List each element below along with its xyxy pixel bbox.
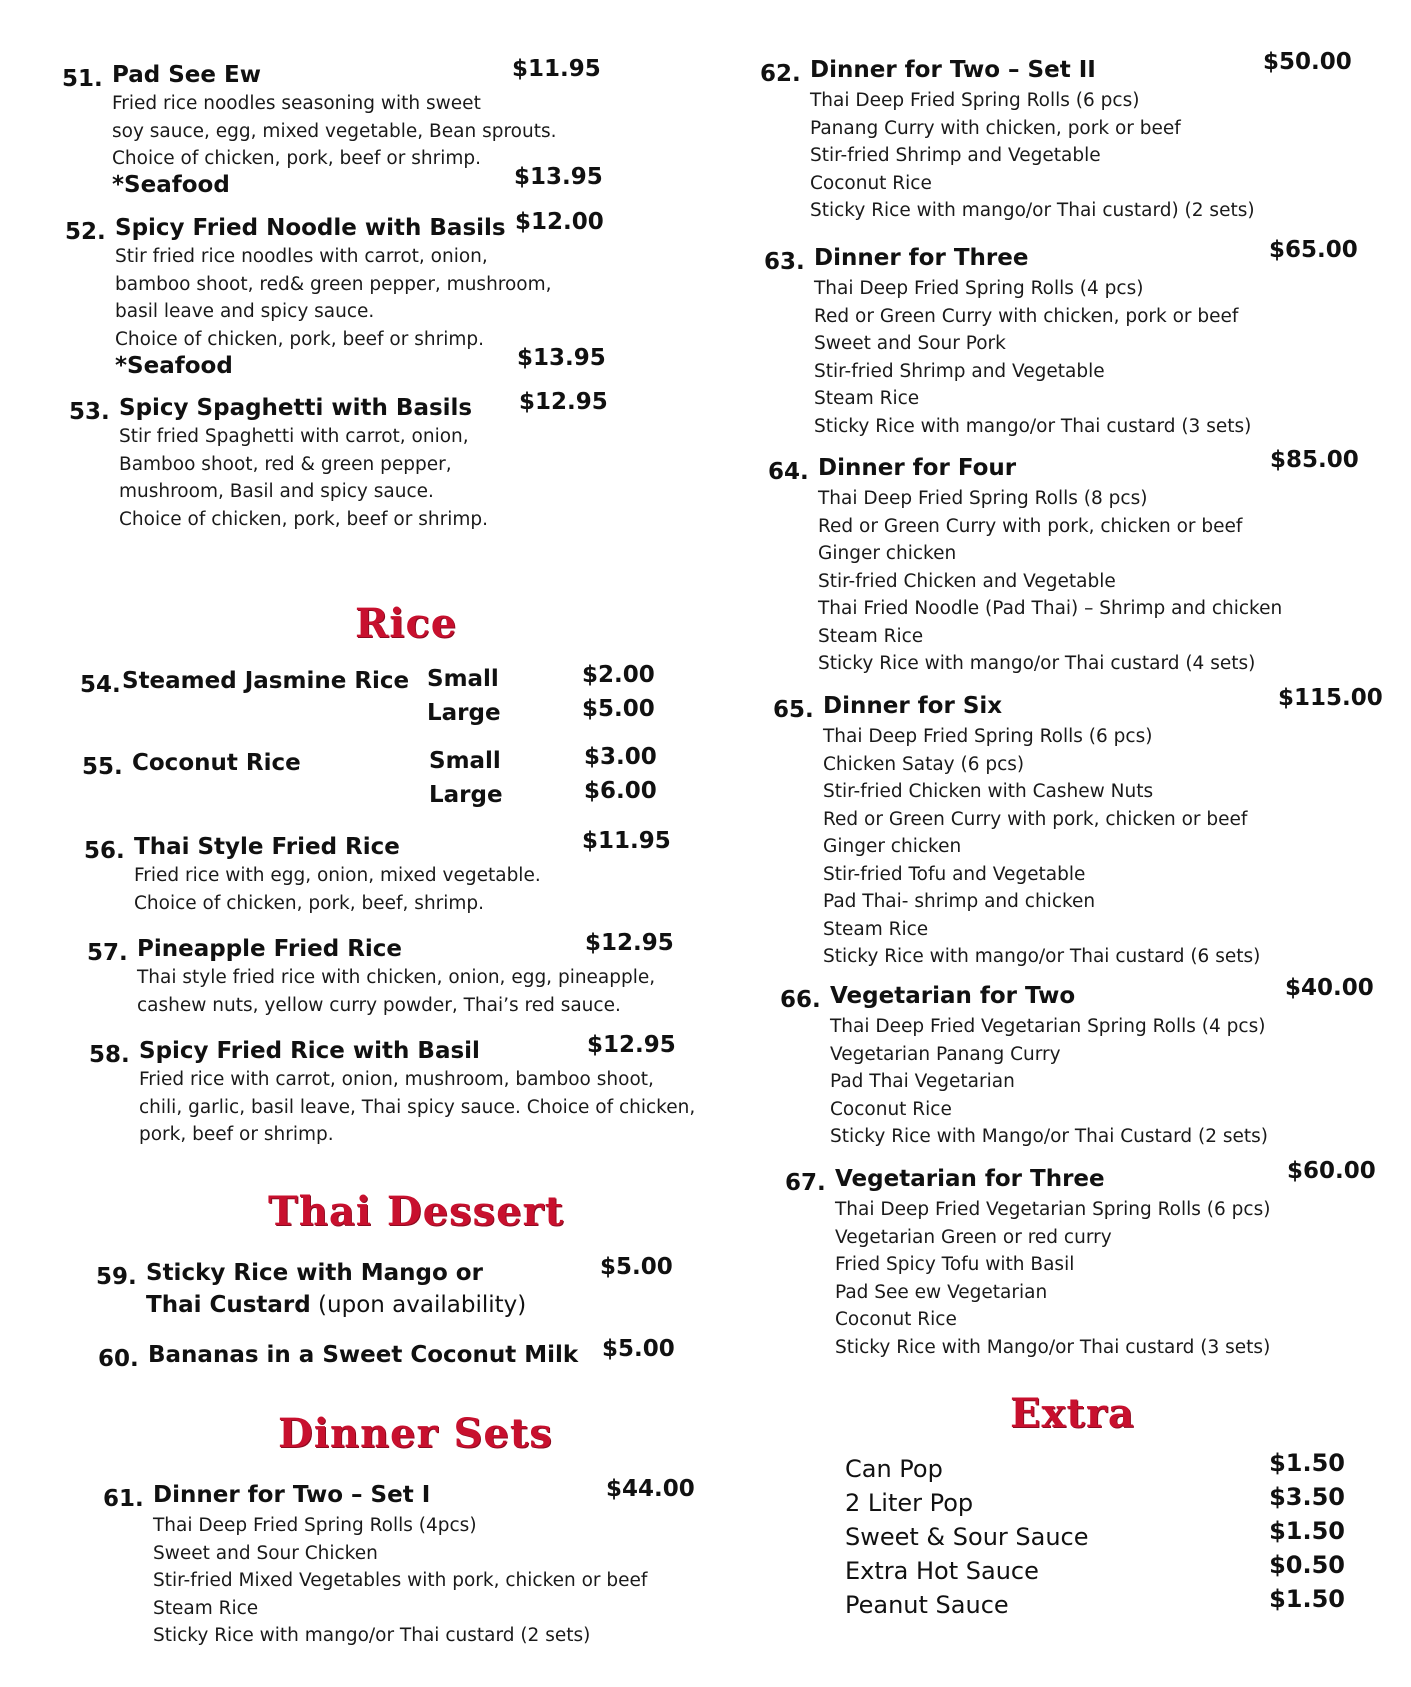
desc-line: Sweet and Sour Chicken — [153, 1542, 378, 1564]
item-price: $11.95 — [512, 56, 601, 82]
menu-item-63 — [764, 237, 1364, 445]
section-heading-rice: Rice — [355, 600, 458, 647]
seafood-option-label: *Seafood — [112, 172, 230, 198]
item-number: 63. — [764, 249, 805, 275]
price-small: $3.00 — [584, 744, 657, 770]
item-title: Pineapple Fried Rice — [137, 936, 403, 962]
desc-line: Chicken Satay (6 pcs) — [823, 753, 1025, 775]
desc-line: Sticky Rice with mango/or Thai custard (6 sets) — [823, 946, 1261, 967]
desc-line: Thai Deep Fried Spring Rolls (4 pcs) — [814, 278, 1144, 299]
item-description — [814, 275, 1251, 440]
item-description — [115, 243, 552, 353]
extra-name: Extra Hot Sauce — [845, 1557, 1039, 1585]
desc-line: Sticky Rice with mango/or Thai custard (4 sets) — [818, 653, 1256, 674]
item-description — [835, 1196, 1270, 1361]
desc-line: Pad Thai- shrimp and chicken — [823, 891, 1096, 912]
desc-line: Stir-fried Mixed Vegetables with pork, chicken or beef — [153, 1570, 648, 1591]
item-number: 65. — [773, 697, 814, 723]
desc-line: Fried rice with carrot, onion, mushroom, bamboo shoot, — [139, 1069, 654, 1090]
item-title: Bananas in a Sweet Coconut Milk — [148, 1342, 579, 1368]
desc-line: Sticky Rice with Mango/or Thai custard (3 sets) — [835, 1336, 1271, 1358]
item-price: $12.00 — [515, 209, 604, 235]
extra-price: $1.50 — [1269, 1449, 1345, 1477]
item-number: 58. — [89, 1042, 130, 1068]
item-title: Dinner for Two – Set I — [153, 1482, 431, 1508]
menu-item-54 — [80, 662, 660, 738]
desc-line: Sticky Rice with mango/or Thai custard) (2 sets) — [810, 200, 1255, 221]
item-price: $60.00 — [1287, 1158, 1376, 1184]
item-title: Thai Style Fried Rice — [134, 834, 400, 860]
desc-line: Fried rice with egg, onion, mixed vegetable. — [134, 865, 541, 886]
item-number: 53. — [69, 399, 110, 425]
item-number: 61. — [103, 1486, 144, 1512]
item-price: $40.00 — [1285, 975, 1374, 1001]
item-description — [119, 423, 488, 533]
item-description — [137, 964, 655, 1019]
item-price: $12.95 — [519, 389, 608, 415]
desc-line: Sticky Rice with mango/or Thai custard (3 sets) — [814, 415, 1252, 437]
menu-item-59 — [96, 1254, 676, 1330]
item-number: 55. — [82, 754, 123, 780]
item-title: Steamed Jasmine Rice — [122, 668, 410, 694]
desc-line: Thai Deep Fried Spring Rolls (6 pcs) — [823, 726, 1153, 747]
desc-line: Pad Thai Vegetarian — [830, 1071, 1015, 1092]
item-number: 64. — [768, 459, 809, 485]
desc-line: Vegetarian Green or red curry — [835, 1226, 1112, 1248]
desc-line: mushroom, Basil and spicy sauce. — [119, 481, 434, 502]
availability-note: (upon availability) — [310, 1292, 527, 1318]
desc-line: Red or Green Curry with pork, chicken or beef — [818, 515, 1243, 537]
extra-price: $3.50 — [1269, 1483, 1345, 1511]
item-number: 54. — [80, 672, 121, 698]
item-description — [818, 485, 1282, 678]
menu-item-64 — [768, 447, 1388, 685]
item-title: Dinner for Six — [823, 693, 1003, 719]
menu-item-62 — [760, 49, 1360, 227]
desc-line: Fried rice noodles seasoning with sweet — [112, 93, 481, 114]
item-title: Sticky Rice with Mango or — [146, 1260, 483, 1286]
item-title: Dinner for Two – Set II — [810, 57, 1096, 83]
price-large: $5.00 — [582, 696, 655, 722]
item-price: $11.95 — [582, 828, 671, 854]
item-description — [134, 862, 541, 917]
extra-name: 2 Liter Pop — [845, 1489, 974, 1517]
item-number: 66. — [780, 987, 821, 1013]
size-large: Large — [427, 700, 501, 726]
desc-line: soy sauce, egg, mixed vegetable, Bean sprouts. — [112, 120, 557, 142]
desc-line: Sticky Rice with Mango/or Thai Custard (2 sets) — [830, 1126, 1269, 1147]
desc-line: Thai Deep Fried Spring Rolls (8 pcs) — [818, 488, 1148, 509]
desc-line: bamboo shoot, red& green pepper, mushroom, — [115, 273, 552, 295]
menu-item-60 — [98, 1336, 678, 1382]
price-large: $6.00 — [584, 778, 657, 804]
desc-line: Steam Rice — [823, 918, 929, 940]
desc-line: Stir-fried Shrimp and Vegetable — [814, 360, 1105, 382]
desc-line: Panang Curry with chicken, pork or beef — [810, 117, 1181, 139]
item-title: Vegetarian for Two — [830, 983, 1076, 1009]
desc-line: Stir fried Spaghetti with carrot, onion, — [119, 426, 469, 447]
desc-line: Bamboo shoot, red & green pepper, — [119, 453, 452, 475]
desc-line: Choice of chicken, pork, beef or shrimp. — [115, 328, 484, 350]
item-price: $5.00 — [600, 1254, 673, 1280]
desc-line: Sticky Rice with mango/or Thai custard (2 sets) — [153, 1625, 591, 1646]
item-price: $44.00 — [606, 1476, 695, 1502]
item-number: 57. — [87, 940, 128, 966]
item-title: Spicy Spaghetti with Basils — [119, 395, 473, 421]
extra-name: Sweet & Sour Sauce — [845, 1523, 1089, 1551]
size-small: Small — [427, 666, 499, 692]
section-heading-dinner-sets: Dinner Sets — [278, 1410, 553, 1457]
desc-line: Coconut Rice — [835, 1309, 957, 1330]
desc-line: Fried Spicy Tofu with Basil — [835, 1254, 1075, 1275]
item-title-continued: Thai Custard — [146, 1292, 311, 1318]
item-description — [810, 87, 1255, 225]
item-description — [112, 90, 556, 173]
desc-line: Choice of chicken, pork, beef, shrimp. — [134, 892, 485, 914]
extra-price: $0.50 — [1269, 1551, 1345, 1579]
price-small: $2.00 — [582, 662, 655, 688]
desc-line: pork, beef or shrimp. — [139, 1124, 334, 1145]
extra-name: Peanut Sauce — [845, 1591, 1009, 1619]
item-number: 52. — [65, 219, 106, 245]
desc-line: Choice of chicken, pork, beef or shrimp. — [112, 148, 481, 169]
desc-line: Thai Deep Fried Vegetarian Spring Rolls (6 pcs) — [835, 1199, 1271, 1220]
desc-line: Steam Rice — [818, 625, 924, 647]
desc-line: Thai Deep Fried Vegetarian Spring Rolls (4 pcs) — [830, 1016, 1266, 1037]
item-description — [823, 723, 1260, 971]
desc-line: Stir-fried Shrimp and Vegetable — [810, 145, 1101, 166]
menu-item-55 — [82, 744, 662, 820]
menu-item-61 — [103, 1476, 703, 1662]
desc-line: chili, garlic, basil leave, Thai spicy sauce. Choice of chicken, — [139, 1096, 696, 1118]
item-price: $12.95 — [585, 930, 674, 956]
desc-line: Red or Green Curry with chicken, pork or beef — [814, 305, 1239, 327]
item-number: 51. — [62, 66, 103, 92]
section-heading-extra: Extra — [1010, 1390, 1135, 1437]
seafood-option-price: $13.95 — [517, 345, 606, 371]
item-title-line-2 — [146, 1292, 526, 1318]
item-title: Spicy Fried Rice with Basil — [139, 1038, 480, 1064]
desc-line: Stir-fried Chicken with Cashew Nuts — [823, 781, 1154, 802]
item-number: 59. — [96, 1264, 137, 1290]
seafood-option-price: $13.95 — [514, 164, 603, 190]
item-description — [139, 1066, 695, 1149]
item-price: $65.00 — [1269, 237, 1358, 263]
desc-line: Coconut Rice — [810, 172, 932, 194]
desc-line: Stir-fried Tofu and Vegetable — [823, 863, 1086, 885]
menu-item-65 — [773, 685, 1403, 973]
size-large: Large — [429, 782, 503, 808]
menu-item-56 — [84, 828, 671, 924]
section-heading-dessert: Thai Dessert — [268, 1188, 565, 1235]
item-number: 67. — [785, 1170, 826, 1196]
desc-line: Thai Deep Fried Spring Rolls (6 pcs) — [810, 90, 1140, 111]
desc-line: Stir fried rice noodles with carrot, onion, — [115, 246, 488, 267]
desc-line: Stir-fried Chicken and Vegetable — [818, 570, 1116, 592]
size-small: Small — [429, 748, 501, 774]
extra-price: $1.50 — [1269, 1585, 1345, 1613]
desc-line: Sweet and Sour Pork — [814, 333, 1006, 354]
menu-item-53 — [69, 389, 629, 535]
desc-line: Steam Rice — [153, 1597, 259, 1619]
desc-line: Red or Green Curry with pork, chicken or beef — [823, 808, 1248, 830]
desc-line: Thai Deep Fried Spring Rolls (4pcs) — [153, 1515, 477, 1536]
item-price: $5.00 — [602, 1336, 675, 1362]
desc-line: Ginger chicken — [823, 836, 962, 857]
menu-item-66 — [780, 975, 1400, 1153]
menu-item-52 — [65, 209, 625, 385]
item-title: Coconut Rice — [132, 750, 301, 776]
item-title: Dinner for Three — [814, 245, 1029, 271]
item-title: Dinner for Four — [818, 455, 1017, 481]
item-description — [830, 1013, 1268, 1151]
desc-line: Choice of chicken, pork, beef or shrimp. — [119, 508, 488, 530]
extra-price: $1.50 — [1269, 1517, 1345, 1545]
desc-line: Ginger chicken — [818, 543, 957, 564]
seafood-option-label: *Seafood — [115, 353, 233, 379]
item-title: Vegetarian for Three — [835, 1166, 1105, 1192]
extras-list — [845, 1449, 1345, 1635]
desc-line: Thai style fried rice with chicken, onion, egg, pineapple, — [137, 967, 656, 988]
menu-item-51 — [62, 56, 622, 202]
menu-item-58 — [89, 1032, 696, 1158]
item-price: $50.00 — [1263, 49, 1352, 75]
item-number: 56. — [84, 838, 125, 864]
item-number: 60. — [98, 1346, 139, 1372]
item-title: Pad See Ew — [112, 62, 261, 88]
desc-line: Coconut Rice — [830, 1098, 952, 1120]
menu-item-67 — [785, 1158, 1405, 1366]
item-description — [153, 1512, 647, 1650]
item-number: 62. — [760, 61, 801, 87]
item-price: $12.95 — [587, 1032, 676, 1058]
desc-line: Vegetarian Panang Curry — [830, 1043, 1061, 1065]
desc-line: Steam Rice — [814, 388, 920, 409]
item-title: Spicy Fried Noodle with Basils — [115, 215, 506, 241]
extra-name: Can Pop — [845, 1455, 943, 1483]
desc-line: Thai Fried Noodle (Pad Thai) – Shrimp and chicken — [818, 598, 1283, 619]
desc-line: Pad See ew Vegetarian — [835, 1281, 1048, 1303]
item-price: $85.00 — [1270, 447, 1359, 473]
menu-item-57 — [87, 930, 674, 1026]
item-price: $115.00 — [1278, 685, 1383, 711]
desc-line: cashew nuts, yellow curry powder, Thai’s red sauce. — [137, 994, 621, 1016]
desc-line: basil leave and spicy sauce. — [115, 301, 375, 322]
